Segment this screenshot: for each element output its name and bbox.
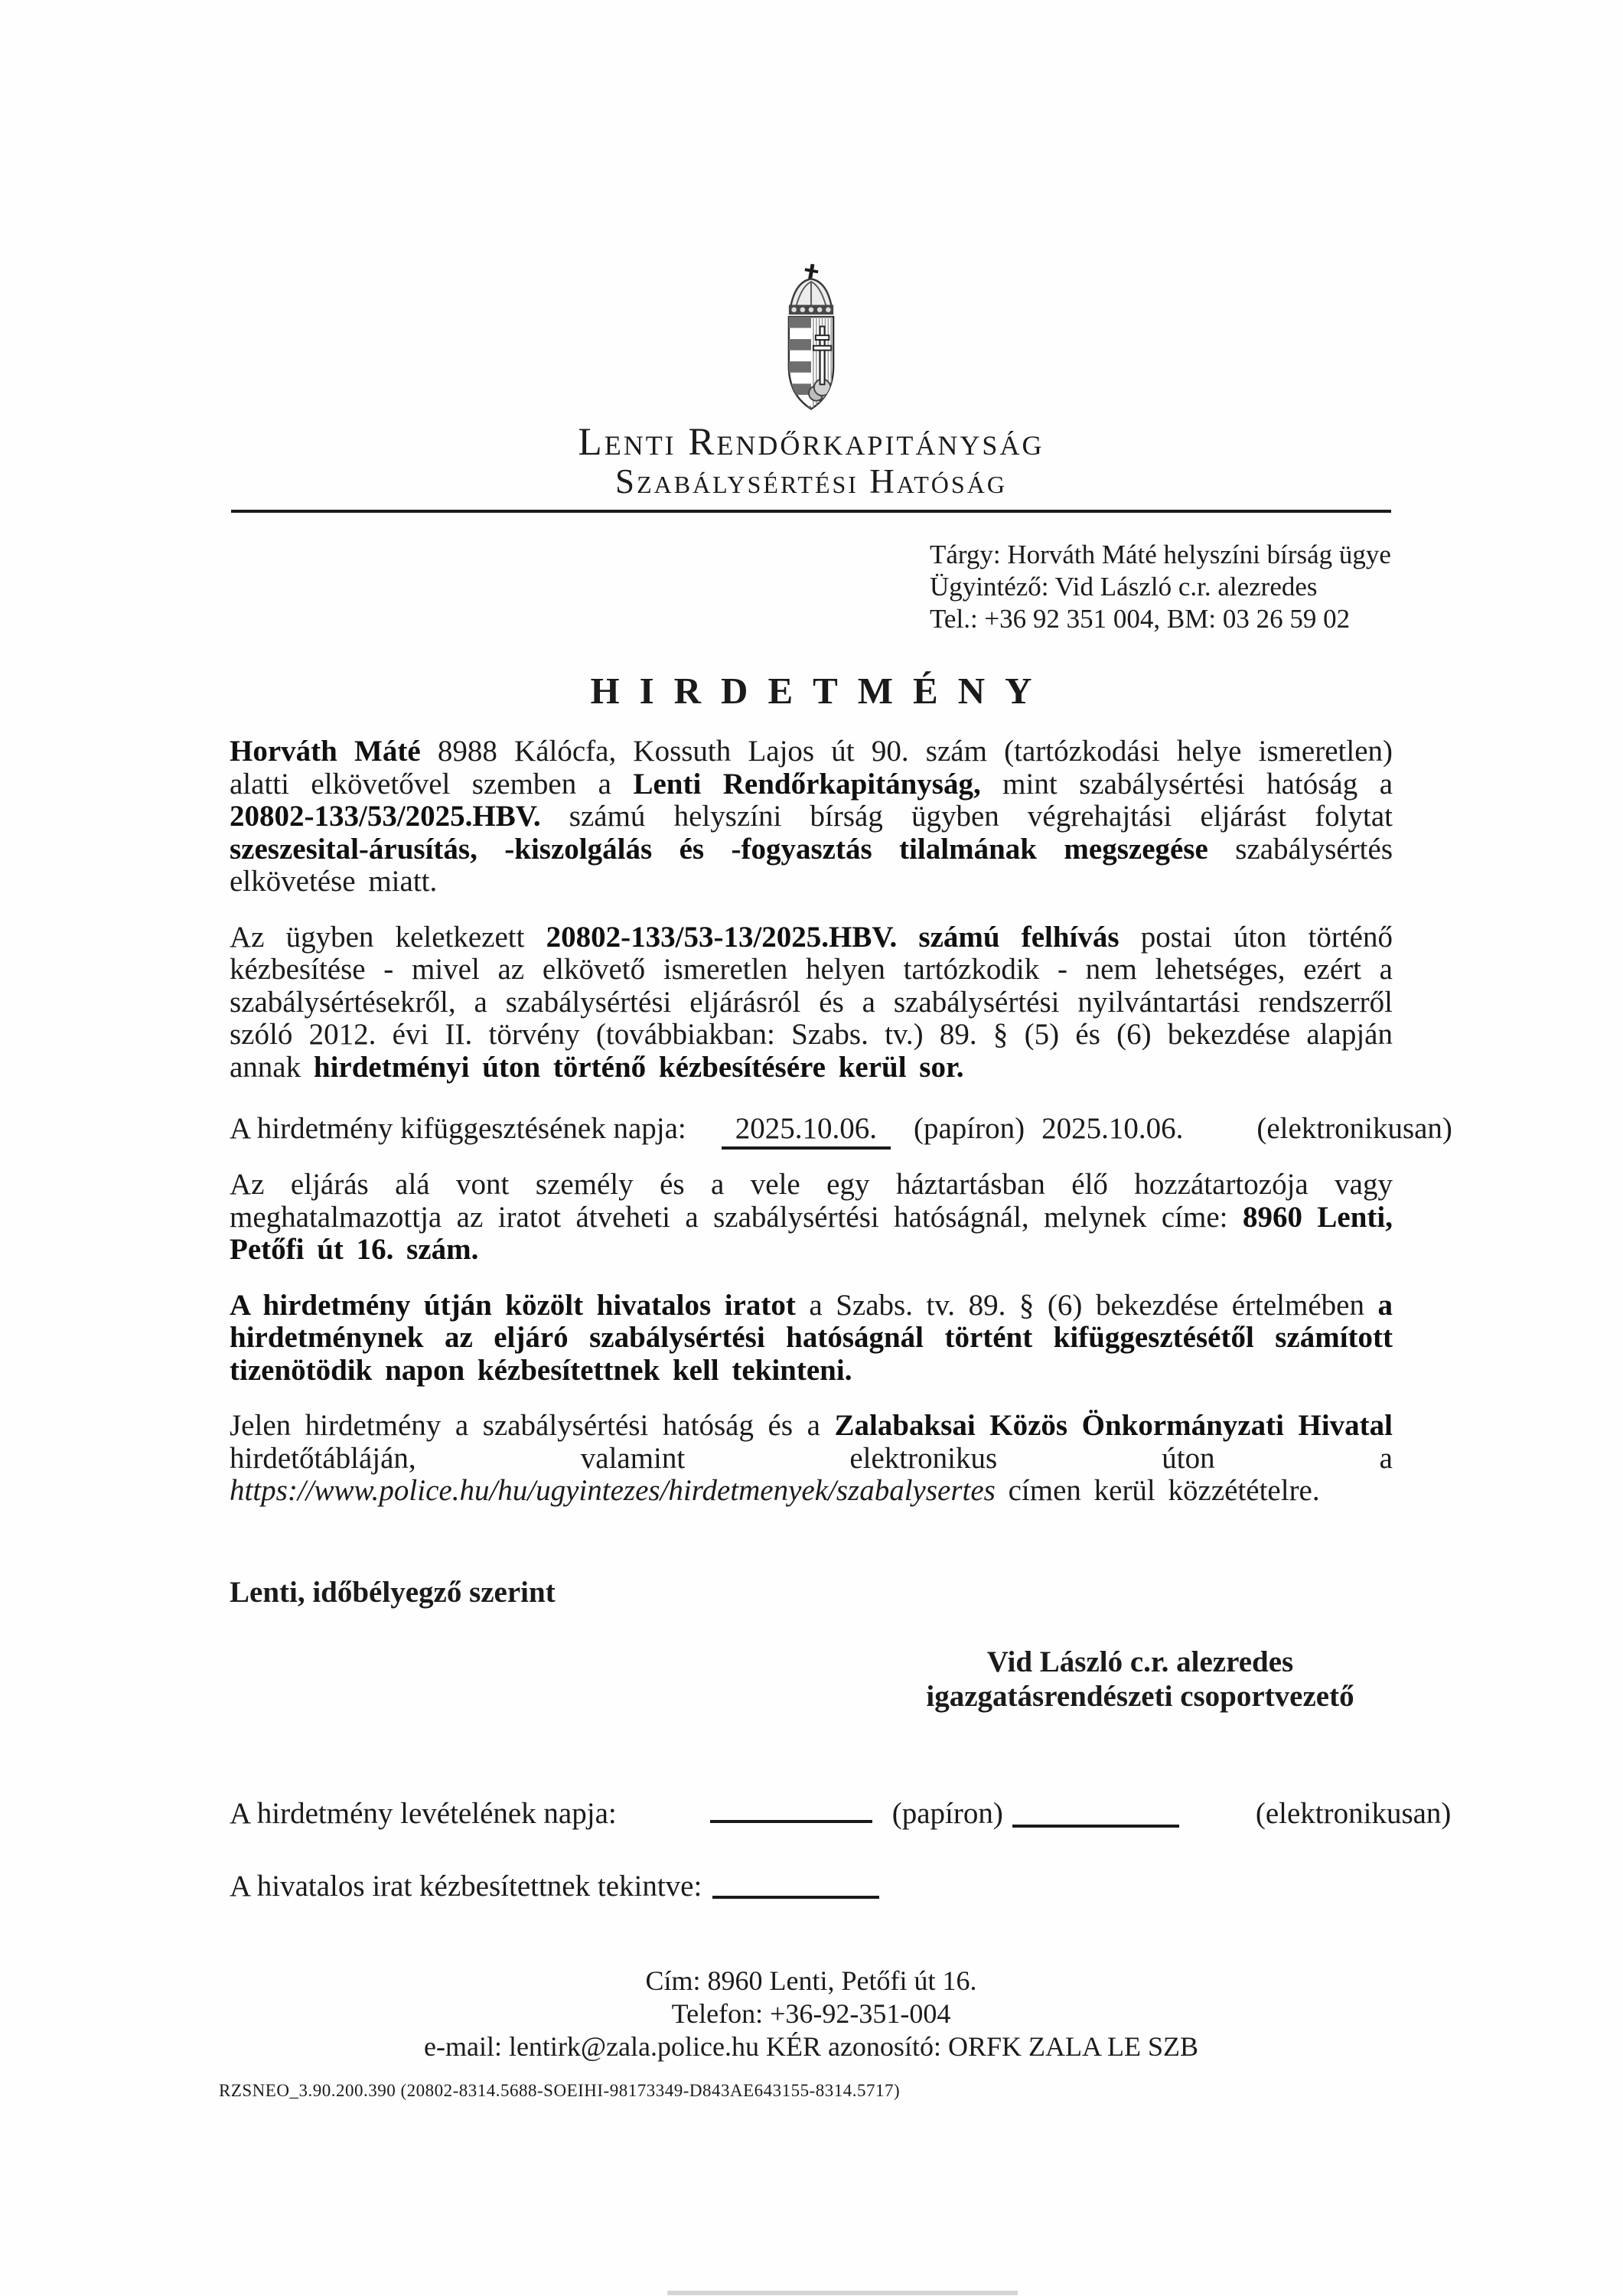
signature-name: Vid László c.r. alezredes xyxy=(986,1645,1294,1678)
paragraph-offender: Horváth Máté 8988 Kálócfa, Kossuth Lajos út 90. szám (tartózkodási helye ismeretlen) alatti elkövetővel szemben a Lenti Rendőrkapitányság, mint szabálysértési hatóság a 20802-133/53/2025.HBV. számú helyszíni bírság ügyben végrehajtási eljárást folytat szeszesital-árusítás, -kiszolgálás és -fogyasztás tilalmának megszegése szabálysértés elkövetése miatt. xyxy=(230,735,1393,898)
footer-contact-block xyxy=(230,1965,1393,2064)
deemed-delivered-blank xyxy=(712,1873,879,1899)
paragraph-legal-basis: Az ügyben keletkezett 20802-133/53-13/2025.HBV. számú felhívás postai úton történő kézbesítése - mivel az elkövető ismeretlen helyen tartózkodik - nem lehetséges, ezért a szabálysértésekről, a szabálysértési eljárásról és a szabálysértési nyilvántartási rendszerről szóló 2012. évi II. törvény (továbbiakban: Szabs. tv.) 89. § (5) és (6) bekezdése alapján annak hirdetményi úton történő kézbesítésére kerül sor. xyxy=(230,920,1393,1084)
footer-address: Cím: 8960 Lenti, Petőfi út 16. xyxy=(645,1965,977,1996)
footer-email: e-mail: lentirk@zala.police.hu KÉR azonosító: ORFK ZALA LE SZB xyxy=(424,2031,1198,2063)
case-phone: Tel.: +36 92 351 004, BM: 03 26 59 02 xyxy=(930,604,1351,634)
dateline: Lenti, időbélyegző szerint xyxy=(230,1575,556,1609)
scan-artifact-bar xyxy=(667,2291,1018,2295)
case-subject: Tárgy: Horváth Máté helyszíni bírság ügye xyxy=(930,540,1391,569)
footer-phone: Telefon: +36-92-351-004 xyxy=(671,1998,951,2030)
posting-paper-label: (papíron) xyxy=(913,1112,1025,1145)
hungarian-coat-of-arms-icon xyxy=(773,263,849,419)
signature-role: igazgatásrendészeti csoportvezető xyxy=(926,1679,1354,1713)
removal-electronic-date-blank xyxy=(1012,1802,1179,1828)
case-info-block xyxy=(930,539,1393,635)
deemed-delivered-label: A hivatalos irat kézbesítettnek tekintve: xyxy=(230,1869,702,1903)
posting-electronic-label: (elektronikusan) xyxy=(1256,1112,1452,1145)
paragraph-publication: Jelen hirdetmény a szabálysértési hatóság és a Zalabaksai Közös Önkormányzati Hivatal hirdetőtábláján, valamint elektronikus úton a https://www.police.hu/hu/ugyintezes/hirdetmenyek/szabalysertes címen kerül közzétételre. xyxy=(230,1409,1393,1507)
system-reference: RZSNEO_3.90.200.390 (20802-8314.5688-SOEIHI-98173349-D843AE643155-8314.5717) xyxy=(219,2080,901,2100)
organization-department: Szabálysértési Hatóság xyxy=(615,462,1007,501)
signature-block xyxy=(880,1645,1400,1714)
paragraph-pickup: Az eljárás alá vont személy és a vele egy háztartásban élő hozzátartozója vagy meghatalmazottja az iratot átveheti a szabálysértési hatóságnál, melynek címe: 8960 Lenti, Petőfi út 16. szám. xyxy=(230,1168,1393,1266)
posting-electronic-date: 2025.10.06. xyxy=(1041,1112,1184,1145)
paragraph-deemed-delivery: A hirdetmény útján közölt hivatalos iratot a Szabs. tv. 89. § (6) bekezdése értelmében a hirdetménynek az eljáró szabálysértési hatóságnál történt kifüggesztésétől számított tizenötödik napon kézbesítettnek kell tekinteni. xyxy=(230,1288,1393,1387)
notice-title: HIRDETMÉNY xyxy=(590,670,1052,712)
posting-date-label: A hirdetmény kifüggesztésének napja: xyxy=(230,1112,686,1145)
case-handler: Ügyintéző: Vid László c.r. alezredes xyxy=(930,572,1318,602)
removal-paper-label: (papíron) xyxy=(891,1796,1003,1830)
posting-date-line xyxy=(230,1111,1452,1146)
organization-name: Lenti Rendőrkapitányság xyxy=(578,421,1045,464)
removal-paper-date-blank xyxy=(710,1797,872,1823)
removal-date-line xyxy=(230,1796,1452,1831)
removal-electronic-label: (elektronikusan) xyxy=(1255,1796,1452,1830)
header-rule xyxy=(231,510,1391,513)
deemed-delivered-line xyxy=(230,1869,1393,1903)
removal-date-label: A hirdetmény levételének napja: xyxy=(230,1796,617,1830)
posting-paper-date: 2025.10.06. xyxy=(722,1112,891,1150)
